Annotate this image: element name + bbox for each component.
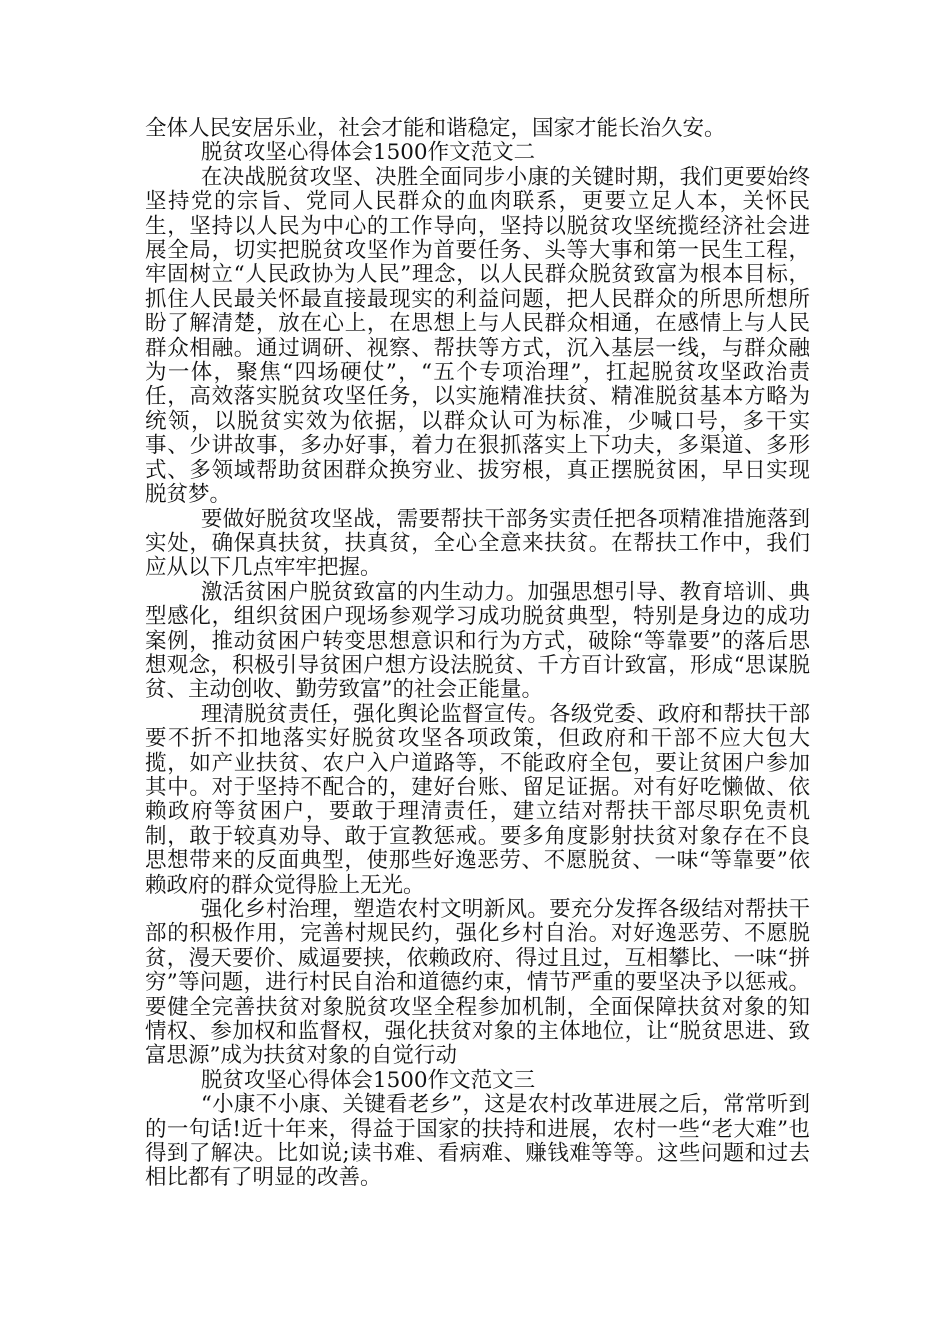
paragraph: 要做好脱贫攻坚战，需要帮扶干部务实责任把各项精准措施落到实处，确保真扶贫，扶真贫，全心全意来扶贫。在帮扶工作中，我们应从以下几点牢牢把握。 xyxy=(145,506,810,581)
paragraph: 在决战脱贫攻坚、决胜全面同步小康的关键时期，我们更要始终坚持党的宗旨、党同人民群众的血肉联系，更要立足人本，关怀民生，坚持以人民为中心的工作导向，坚持以脱贫攻坚统揽经济社会进展全局，切实把脱贫攻坚作为首要任务、头等大事和第一民生工程，牢固树立“人民政协为人民”理念，以人民群众脱贫致富为根本目标，抓住人民最关怀最直接最现实的利益问题，把人民群众的所思所想所盼了解清楚，放在心上，在思想上与人民群众相通，在感情上与人民群众相融。通过调研、视察、帮扶等方式，沉入基层一线，与群众融为一体，聚焦“四场硬仗”，“五个专项治理”，扛起脱贫攻坚政治责任，高效落实脱贫攻坚任务，以实施精准扶贫、精准脱贫基本方略为统领，以脱贫实效为依据，以群众认可为标准，少喊口号，多干实事、少讲故事，多办好事，着力在狠抓落实上下功夫，多渠道、多形式、多领域帮助贫困群众换穷业、拔穷根，真正摆脱贫困，早日实现脱贫梦。 xyxy=(145,164,810,508)
paragraph: 强化乡村治理，塑造农村文明新风。要充分发挥各级结对帮扶干部的积极作用，完善村规民约，强化乡村自治。对好逸恶劳、不愿脱贫，漫天要价、威逼要挟，依赖政府、得过且过，互相攀比、一味“拼穷”等问题，进行村民自治和道德约束，情节严重的要坚决予以惩戒。要健全完善扶贫对象脱贫攻坚全程参加机制，全面保障扶贫对象的知情权、参加权和监督权，强化扶贫对象的主体地位，让“脱贫思进、致富思源”成为扶贫对象的自觉行动 xyxy=(145,897,810,1069)
section-heading-2: 脱贫攻坚心得体会1500作文范文二 xyxy=(200,140,536,166)
paragraph: 理清脱贫责任，强化舆论监督宣传。各级党委、政府和帮扶干部要不折不扣地落实好脱贫攻坚各项政策，但政府和干部不应大包大揽，如产业扶贫、农户入户道路等，不能政府全包，要让贫困户参加其中。对于坚持不配合的，建好台账、留足证据。对有好吃懒做、依赖政府等贫困户，要敢于理清责任，建立结对帮扶干部尽职免责机制，敢于较真劝导、敢于宣教惩戒。要多角度影射扶贫对象存在不良思想带来的反面典型，使那些好逸恶劳、不愿脱贫、一味“等靠要”依赖政府的群众觉得脸上无光。 xyxy=(145,701,810,898)
section-heading-3: 脱贫攻坚心得体会1500作文范文三 xyxy=(200,1067,536,1093)
document-page xyxy=(145,117,810,1191)
paragraph: “小康不小康、关键看老乡”，这是农村改革进展之后，常常听到的一句话!近十年来，得益于国家的扶持和进展，农村一些“老大难”也得到了解决。比如说;读书难、看病难、赚钱难等等。这些问题和过去相比都有了明显的改善。 xyxy=(145,1092,810,1191)
paragraph: 激活贫困户脱贫致富的内生动力。加强思想引导、教育培训、典型感化，组织贫困户现场参观学习成功脱贫典型，特别是身边的成功案例，推动贫困户转变思想意识和行为方式，破除“等靠要”的落后思想观念，积极引导贫困户想方设法脱贫、千方百计致富，形成“思谋脱贫、主动创收、勤劳致富”的社会正能量。 xyxy=(145,579,810,703)
paragraph-continuation: 全体人民安居乐业，社会才能和谐稳定，国家才能长治久安。 xyxy=(145,116,726,141)
